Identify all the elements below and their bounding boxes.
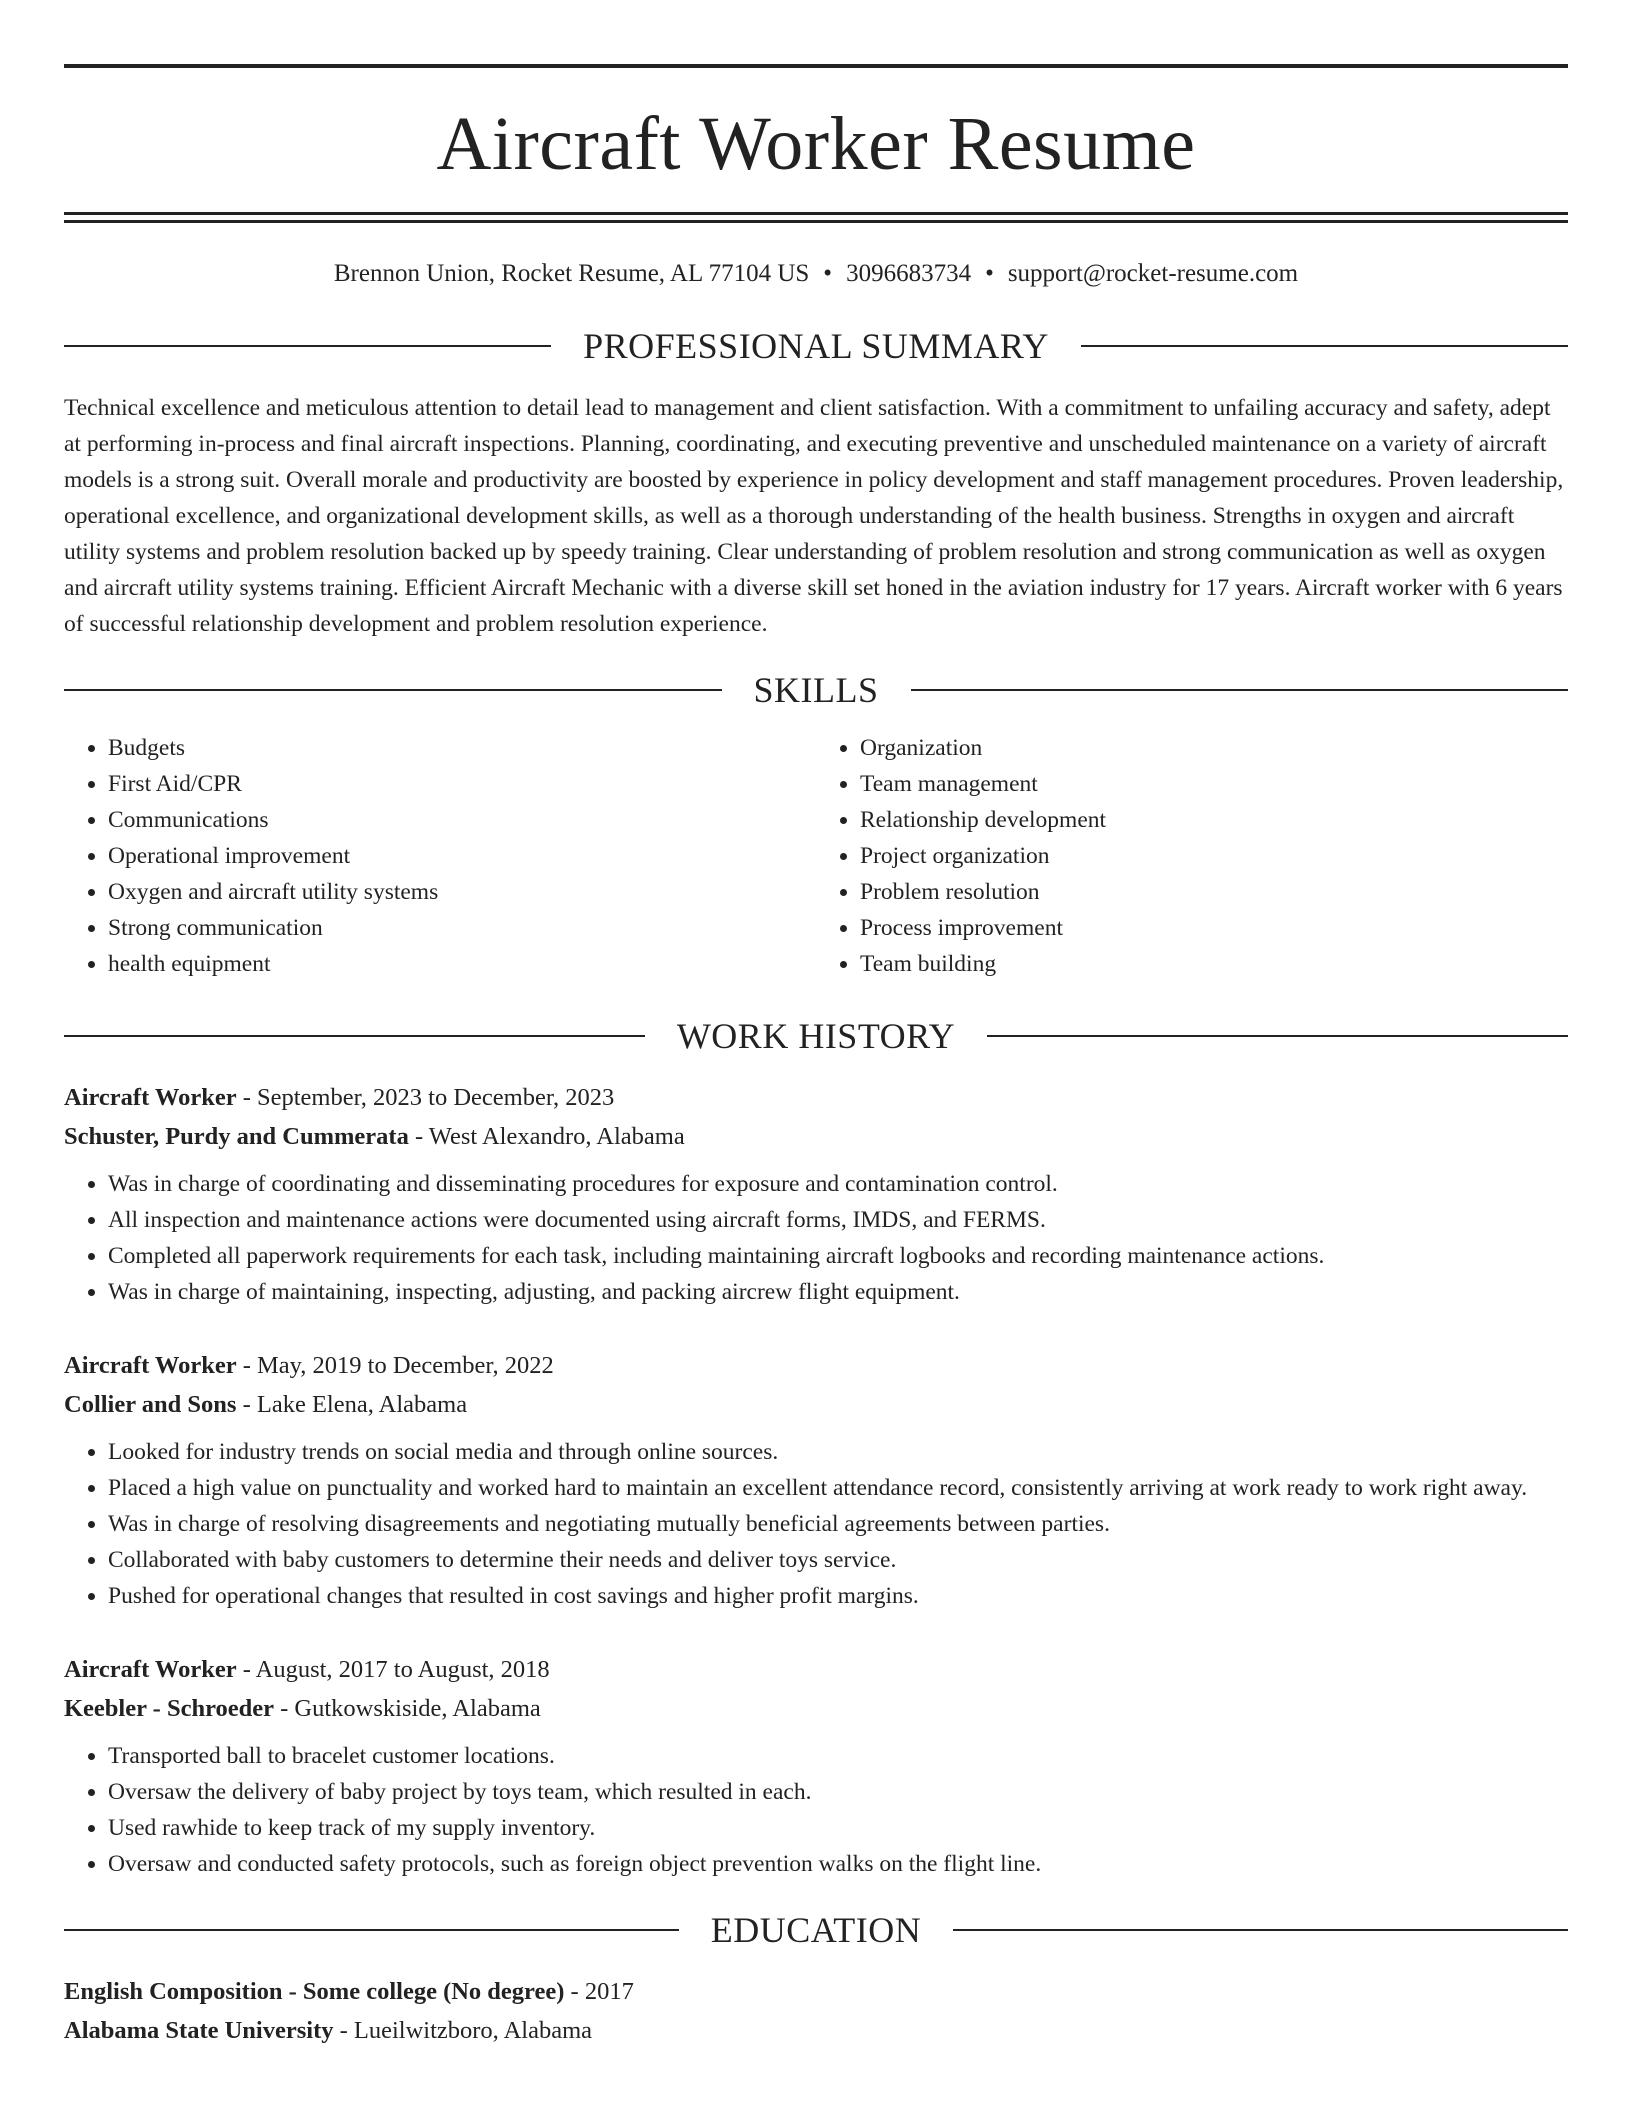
- skills-columns: [64, 730, 1568, 982]
- job-company: Schuster, Purdy and Cummerata: [64, 1123, 409, 1150]
- heading-rule: [64, 1035, 645, 1037]
- job-title: Aircraft Worker: [64, 1084, 237, 1111]
- job-bullet: • Was in charge of coordinating and disseminating procedures for exposure and contamination control.: [108, 1166, 1568, 1202]
- skill-item: • health equipment: [108, 946, 816, 982]
- job-bullet: • Transported ball to bracelet customer locations.: [108, 1738, 1568, 1774]
- title-double-rule: [64, 212, 1568, 223]
- job-title: Aircraft Worker: [64, 1352, 237, 1379]
- skill-item: • Strong communication: [108, 910, 816, 946]
- skill-item: • Operational improvement: [108, 838, 816, 874]
- skill-item: • Project organization: [860, 838, 1568, 874]
- job-company-line: [64, 1117, 1568, 1156]
- skill-item: • Team building: [860, 946, 1568, 982]
- job-dates: - August, 2017 to August, 2018: [236, 1656, 550, 1683]
- job-title-line: [64, 1650, 1568, 1689]
- skill-item: • First Aid/CPR: [108, 766, 816, 802]
- job-dates: - September, 2023 to December, 2023: [236, 1084, 615, 1111]
- job-bullet: • Completed all paperwork requirements for each task, including maintaining aircraft logbooks and recording maintenance actions.: [108, 1238, 1568, 1274]
- job-entry: [64, 1650, 1568, 1882]
- job-company-line: [64, 1689, 1568, 1728]
- summary-paragraph: Technical excellence and meticulous attention to detail lead to management and client satisfaction. With a commitment to unfailing accuracy and safety, adept at performing in-process and final aircraft inspections. Planning, coordinating, and executing preventive and unscheduled maintenance on a variety of aircraft models is a strong suit. Overall morale and productivity are boosted by experience in policy development and staff management procedures. Proven leadership, operational excellence, and organizational development skills, as well as a thorough understanding of the health business. Strengths in oxygen and aircraft utility systems and problem resolution backed up by speedy training. Clear understanding of problem resolution and strong communication as well as oxygen and aircraft utility systems training. Efficient Aircraft Mechanic with a diverse skill set honed in the aviation industry for 17 years. Aircraft worker with 6 years of successful relationship development and problem resolution experience.: [64, 395, 1564, 637]
- heading-rule: [911, 689, 1569, 691]
- skill-item: • Oxygen and aircraft utility systems: [108, 874, 816, 910]
- job-bullet: • Oversaw and conducted safety protocols, such as foreign object prevention walks on the flight line.: [108, 1846, 1568, 1882]
- education-year: - 2017: [564, 1978, 634, 2005]
- education-school-line: [64, 2011, 1568, 2050]
- job-bullet: • Was in charge of maintaining, inspecting, adjusting, and packing aircrew flight equipment.: [108, 1274, 1568, 1310]
- skill-item: • Team management: [860, 766, 1568, 802]
- job-bullets: [64, 1166, 1568, 1310]
- section-heading-education: [64, 1912, 1568, 1948]
- section-title: EDUCATION: [710, 1910, 922, 1950]
- job-bullet: • Collaborated with baby customers to determine their needs and deliver toys service.: [108, 1542, 1568, 1578]
- job-title-line: [64, 1346, 1568, 1385]
- job-dates: - May, 2019 to December, 2022: [236, 1352, 554, 1379]
- job-company: Collier and Sons: [64, 1391, 237, 1418]
- heading-rule: [1081, 345, 1568, 347]
- job-location: - Gutkowskiside, Alabama: [274, 1695, 541, 1722]
- heading-rule: [64, 345, 551, 347]
- job-title-line: [64, 1078, 1568, 1117]
- job-bullets: [64, 1434, 1568, 1614]
- job-bullet: • All inspection and maintenance actions were documented using aircraft forms, IMDS, and FERMS.: [108, 1202, 1568, 1238]
- job-title: Aircraft Worker: [64, 1656, 237, 1683]
- job-bullets: [64, 1738, 1568, 1882]
- job-entry: [64, 1346, 1568, 1614]
- skill-item: • Organization: [860, 730, 1568, 766]
- contact-separator: •: [985, 260, 994, 287]
- heading-rule: [64, 1929, 679, 1931]
- job-location: - Lake Elena, Alabama: [236, 1391, 468, 1418]
- job-entry: [64, 1078, 1568, 1310]
- education-location: - Lueilwitzboro, Alabama: [333, 2017, 593, 2044]
- section-heading-skills: [64, 672, 1568, 708]
- section-title: WORK HISTORY: [676, 1016, 956, 1056]
- job-bullet: • Oversaw the delivery of baby project by toys team, which resulted in each.: [108, 1774, 1568, 1810]
- skill-item: • Relationship development: [860, 802, 1568, 838]
- education-degree: English Composition - Some college (No degree): [64, 1978, 565, 2005]
- job-bullet: • Placed a high value on punctuality and worked hard to maintain an excellent attendance record, consistently arriving at work ready to work right away.: [108, 1470, 1568, 1506]
- section-heading-work: [64, 1018, 1568, 1054]
- job-company-line: [64, 1385, 1568, 1424]
- heading-rule: [987, 1035, 1568, 1037]
- job-bullet: • Was in charge of resolving disagreements and negotiating mutually beneficial agreements between parties.: [108, 1506, 1568, 1542]
- contact-email: support@rocket-resume.com: [1007, 260, 1299, 287]
- contact-separator: •: [823, 260, 833, 287]
- contact-phone: 3096683734: [846, 260, 972, 287]
- education-school: Alabama State University: [64, 2017, 334, 2044]
- skills-list-left: [64, 730, 816, 982]
- contact-address: Brennon Union, Rocket Resume, AL 77104 US: [333, 260, 810, 287]
- skills-list-right: [816, 730, 1568, 982]
- heading-rule: [953, 1929, 1568, 1931]
- job-bullet: • Looked for industry trends on social media and through online sources.: [108, 1434, 1568, 1470]
- job-bullet: • Pushed for operational changes that resulted in cost savings and higher profit margins.: [108, 1578, 1568, 1614]
- section-title: SKILLS: [753, 670, 879, 710]
- job-bullet: • Used rawhide to keep track of my supply inventory.: [108, 1810, 1568, 1846]
- top-rule: [64, 64, 1568, 68]
- skill-item: • Process improvement: [860, 910, 1568, 946]
- section-title: PROFESSIONAL SUMMARY: [583, 326, 1049, 366]
- skill-item: • Budgets: [108, 730, 816, 766]
- skill-item: • Communications: [108, 802, 816, 838]
- education-degree-line: [64, 1972, 1568, 2011]
- education-entry: [64, 1972, 1568, 2050]
- job-location: - West Alexandro, Alabama: [408, 1123, 685, 1150]
- resume-title: Aircraft Worker Resume: [436, 102, 1196, 186]
- job-company: Keebler - Schroeder: [64, 1695, 275, 1722]
- skill-item: • Problem resolution: [860, 874, 1568, 910]
- contact-line: [64, 261, 1568, 286]
- section-heading-summary: [64, 328, 1568, 364]
- heading-rule: [64, 689, 722, 691]
